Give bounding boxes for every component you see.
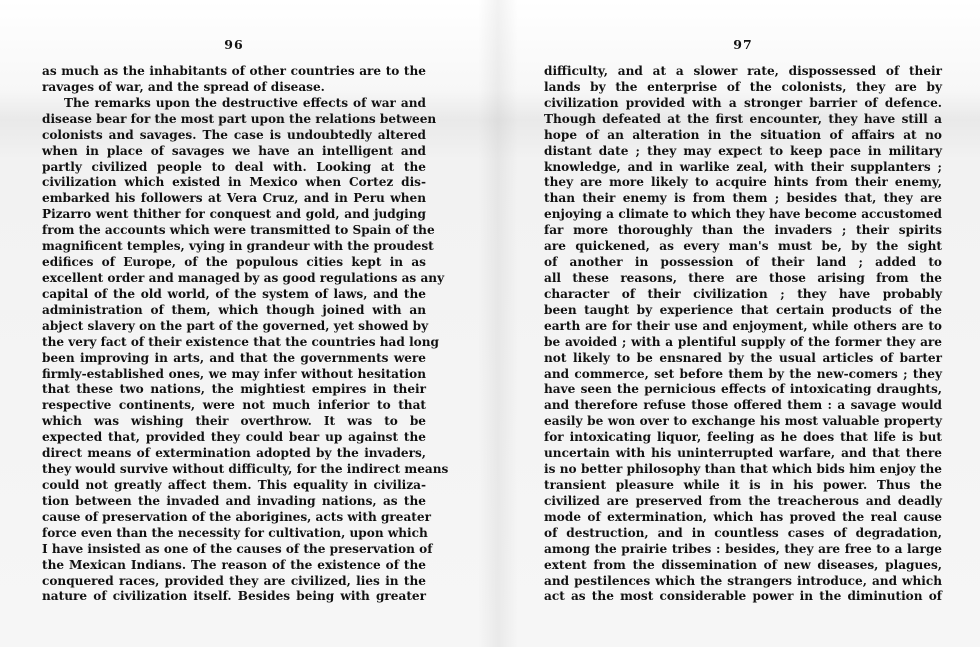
text-line: is no better philosophy than that which bids him enjoy the (544, 462, 942, 477)
text-line: as much as the inhabitants of other countries are to the (42, 64, 426, 78)
text-line: of destruction, and in countless cases of degradation, (544, 525, 942, 540)
text-line: from the accounts which were transmitted to Spain of the (42, 223, 435, 238)
text-line: tion between the invaded and invading nations, as the (42, 493, 426, 508)
text-line: cause of preservation of the aborigines, acts with greater (42, 509, 431, 524)
text-line: conquered races, provided they are civilized, lies in the (42, 573, 426, 588)
page-number: 96 (224, 37, 244, 52)
book-gutter (478, 0, 518, 647)
text-line: the Mexican Indians. The reason of the existence of the (42, 557, 426, 572)
text-line: The remarks upon the destructive effects of war and (64, 95, 426, 110)
text-line: ravages of war, and the spread of disease. (42, 79, 325, 94)
text-line: and commerce, set before them by the new-comers ; they (544, 366, 942, 381)
text-line: uncertain with his uninterrupted warfare, and that there (544, 446, 942, 461)
text-line: capital of the old world, of the system of laws, and the (42, 286, 426, 301)
text-line: of another in possession of their land ; added to (544, 255, 942, 270)
text-line: direct means of extermination adopted by the invaders, (42, 446, 426, 461)
text-line: embarked his followers at Vera Cruz, and in Peru when (42, 191, 426, 206)
text-line: among the prairie tribes : besides, they are free to a large (544, 541, 942, 556)
text-line: all these reasons, there are those arising from the (544, 270, 942, 285)
text-line: character of their civilization ; they have probably (544, 286, 942, 301)
text-line: enjoying a climate to which they have become accustomed (544, 207, 942, 222)
text-line: difficulty, and at a slower rate, dispossessed of their (544, 64, 942, 78)
text-line: which was wishing their overthrow. It was to be (42, 414, 426, 429)
page-body-text (42, 64, 449, 605)
text-line: administration of them, which though joined with an (42, 302, 426, 317)
text-line: been taught by experience that certain products of the (544, 302, 942, 317)
text-line: that these two nations, the mightiest empires in their (42, 382, 426, 397)
text-line: not likely to be ensnared by the usual articles of barter (544, 350, 942, 365)
text-line: Though defeated at the first encounter, they have still a (544, 111, 942, 126)
text-line: civilized are preserved from the treacherous and deadly (544, 493, 942, 508)
text-line: civilization which existed in Mexico when Cortez dis- (42, 175, 426, 190)
text-line: the very fact of their existence that the countries had long (42, 334, 439, 349)
text-line: are quickened, as every man's must be, by the sight (544, 239, 942, 254)
text-line: transient pleasure while it is in his power. Thus the (544, 477, 942, 492)
text-line: knowledge, and in warlike zeal, with their supplanters ; (544, 159, 942, 174)
text-line: disease bear for the most part upon the relations between (42, 111, 437, 126)
text-line: and pestilences which the strangers introduce, and which (544, 573, 942, 588)
text-line: extent from the dissemination of new diseases, plagues, (544, 557, 942, 572)
text-line: expected that, provided they could bear up against the (42, 430, 426, 445)
text-line: mode of extermination, which has proved the real cause (544, 509, 942, 524)
text-line: could not greatly affect them. This equality in civiliza- (42, 477, 426, 492)
text-line: abject slavery on the part of the governed, yet showed by (42, 318, 429, 333)
text-line: for intoxicating liquor, feeling as he does that life is but (544, 430, 942, 445)
text-line: firmly-established ones, we may infer without hesitation (42, 366, 426, 381)
text-line: partly civilized people to deal with. Looking at the (42, 159, 426, 174)
text-line: been improving in arts, and that the governments were (42, 350, 426, 365)
text-line: be avoided ; with a plentiful supply of the former they are (544, 334, 942, 349)
text-line: excellent order and managed by as good regulations as any (42, 270, 445, 285)
text-line: force even than the necessity for cultivation, upon which (42, 525, 428, 540)
text-line: magnificent temples, vying in grandeur with the proudest (42, 239, 434, 254)
text-line: they would survive without difficulty, for the indirect means (42, 462, 449, 477)
text-line: earth are for their use and enjoyment, while others are to (544, 318, 942, 333)
text-line: easily be won over to exchange his most valuable property (544, 414, 942, 429)
text-line: when in place of savages we have an intelligent and (42, 143, 426, 158)
text-line: than their enemy is from them ; besides that, they are (544, 191, 942, 206)
text-line: act as the most considerable power in the diminution of (544, 589, 942, 604)
text-line: lands by the enterprise of the colonists, they are by (544, 79, 942, 94)
text-line: Pizarro went thither for conquest and gold, and judging (42, 207, 426, 222)
text-line: and therefore refuse those offered them : a savage would (544, 398, 942, 413)
text-line: far more thoroughly than the invaders ; their spirits (544, 223, 942, 238)
text-line: colonists and savages. The case is undoubtedly altered (42, 127, 426, 142)
text-line: nature of civilization itself. Besides being with greater (42, 589, 426, 604)
text-line: have seen the pernicious effects of intoxicating draughts, (544, 382, 942, 397)
text-line: they are more likely to acquire hints from their enemy, (544, 175, 942, 190)
page-body-text (544, 64, 942, 605)
text-line: edifices of Europe, of the populous cities kept in as (42, 255, 426, 270)
text-line: distant date ; they may expect to keep pace in military (544, 143, 942, 158)
text-line: civilization provided with a stronger barrier of defence. (544, 95, 942, 110)
text-line: I have insisted as one of the causes of the preservation of (42, 541, 433, 556)
text-line: hope of an alteration in the situation of affairs at no (544, 127, 942, 142)
page-number: 97 (733, 37, 753, 52)
text-line: respective continents, were not much inferior to that (42, 398, 426, 413)
